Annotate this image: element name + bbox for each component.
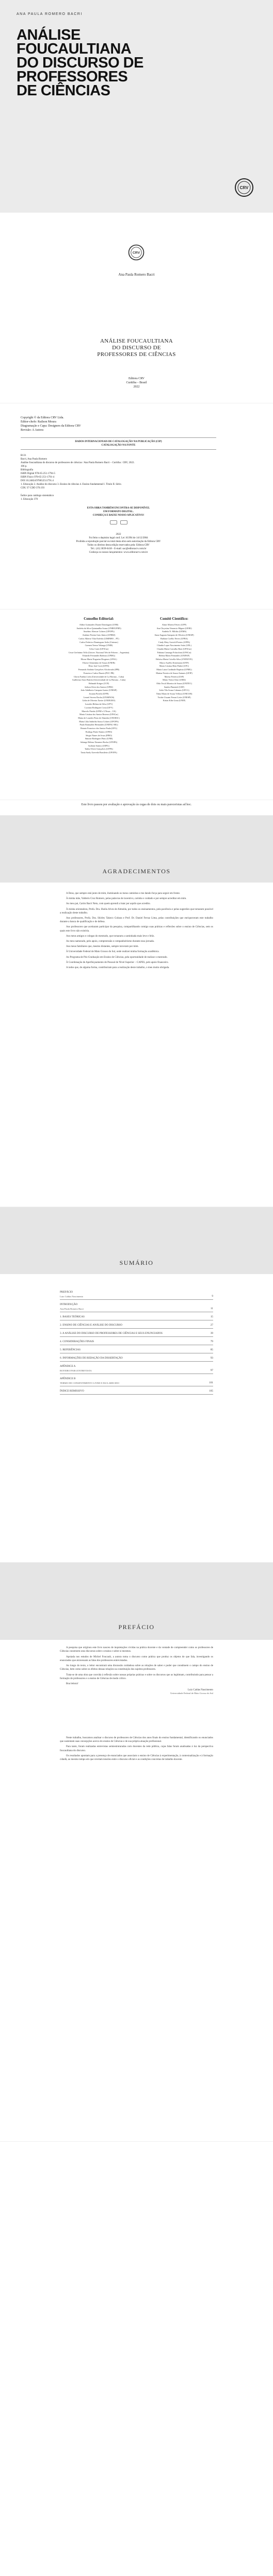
council-member: Mário Vieira Ortiz (UERJ) — [163, 679, 186, 682]
peer-review-note: Este livro passou por avaliação e aprovação às cegas de dois ou mais pareceristas ad hoc. — [81, 803, 192, 806]
toc-page-number: 27 — [210, 1324, 213, 1327]
council-member: Renato Francisco dos Santos Paula (UFG) — [81, 727, 117, 730]
google-play-badge-icon[interactable] — [120, 520, 127, 524]
toc-entry-title-block — [60, 1332, 163, 1335]
half-title-author: Ana Paula Romero Bacri — [118, 273, 155, 277]
copyright-credits — [21, 416, 216, 432]
toc-entry-title-block — [60, 1324, 122, 1327]
acknowledgement-paragraph: Ao meu pai, Carim Bacri Neto, com quem aprendi a lutar por aquilo que acredito. — [66, 903, 151, 906]
council-member: João Adalberto Campato Junior (UNESP) — [81, 689, 117, 692]
toc-entry-subtitle: Ana Paula Romero Bacri — [60, 1308, 84, 1310]
toc-page-number: 93 — [210, 1357, 213, 1360]
acknowledgements-text — [0, 883, 273, 970]
app-store-badges — [21, 520, 216, 524]
toc-entry-title: 3. A ANÁLISE DO DISCURSO DE PROFESSORES DE CIÊNCIAS E SEUS ENUNCIADOS — [60, 1332, 163, 1335]
acknowledgement-paragraph: Aos meus familiares que, mesmo distantes, sempre torceram por mim. — [66, 945, 139, 948]
preface-paragraph: Apoiada nos estudos de Michel Foucault, a autora toma o discurso como prática que produz os objetos de que fala, investigando os enunciados que atravessam as falas dos professores entrevistados. — [60, 1655, 213, 1662]
toc-entry-subtitle: TERMO DE CONSENTIMENTO LIVRE E ESCLARECIDO — [60, 1382, 119, 1384]
toc-entry-title: 6. INFORMAÇÕES DE REDAÇÃO DA DISSERTAÇÃO — [60, 1357, 123, 1360]
council-member: Helmuth Krüger (UCP) — [88, 682, 109, 685]
copyright-year: 2022 — [116, 533, 121, 536]
catalog-index — [21, 494, 216, 501]
copyright-page — [0, 403, 273, 609]
council-member: Cindy Mery Gavioli-Prestes (UFPA) — [158, 640, 190, 643]
digital-notice-line: EM FORMATO DIGITAL. — [103, 511, 134, 513]
editorial-council-heading: Conselho Editorial: — [84, 617, 114, 621]
copyright-line: Editor-chefe: Railson Moura — [21, 420, 56, 423]
council-member: Anselmo Alencar Colares (UFOPA) — [83, 630, 115, 633]
table-of-contents — [0, 1274, 273, 1395]
svg-text:CRV: CRV — [239, 185, 249, 190]
toc-entry[interactable] — [60, 1353, 213, 1362]
cip-heading: DADOS INTERNACIONAIS DE CATALOGAÇÃO NA PUBLICAÇÃO (CIP) — [75, 440, 162, 443]
cover-title-line: PROFESSORES — [17, 69, 128, 85]
preface-text — [0, 1640, 273, 1761]
copyright-footer-line: Conheça os nossos lançamentos: www.editoracrv.com.br — [89, 551, 148, 554]
council-member: Cláudia Lopes Nascimento Saito (UEL) — [157, 644, 191, 647]
acknowledgement-paragraph: Ao Programa de Pós-Graduação em Ensino de Ciências, pela oportunidade de realizar o mestrado. — [66, 956, 168, 959]
app-store-badge-icon[interactable] — [110, 520, 117, 524]
council-member: Elizeu Clementino de Souza (UNEB) — [83, 661, 115, 664]
cip-record — [21, 437, 216, 450]
toc-entry-title: 1. BASES TEÓRICAS — [60, 1315, 85, 1318]
cip-line: 106 p. — [21, 465, 27, 468]
toc-entry-title-block — [60, 1389, 84, 1393]
toc-page-number: 101 — [209, 1381, 213, 1384]
preface-affiliation: Universidade Federal de Mato Grosso do Sul — [170, 1691, 213, 1694]
toc-entry-title-block — [60, 1340, 94, 1344]
toc-page-number: 39 — [210, 1332, 213, 1335]
toc-entry-title-block — [60, 1377, 119, 1385]
book-cover — [0, 0, 273, 212]
council-member: Ana Chrystina Venancio Mignot (UERJ) — [156, 626, 192, 630]
council-member: Barbara Coelho Neves (UFBA) — [160, 637, 188, 640]
toc-entry-subtitle: ROTEIRO PARA ENTREVISTA — [60, 1369, 92, 1372]
toc-entry-title: APÊNDICE B — [60, 1377, 76, 1380]
toc-entry[interactable] — [60, 1337, 213, 1345]
council-member: Celso Conti (UFSCar) — [89, 647, 109, 650]
toc-page-number: 11 — [211, 1307, 213, 1310]
copyright-footer-line: Foi feito o depósito legal conf. Lei 10.994 de 14/12/2004 — [89, 537, 148, 539]
toc-entry-title: PREFÁCIO — [60, 1291, 73, 1294]
acknowledgement-paragraph: À minha mãe, Valderis Cruz Romero, pelas palavras de incentivo, carinho e cuidado e por sempre acreditar em mim. — [66, 897, 187, 901]
copyright-footer — [21, 533, 216, 554]
catalog-index-line: 1. Educação 370 — [21, 498, 38, 501]
council-member: Heloísa Maria Crivella Silva (UNINOVE) — [156, 658, 192, 661]
cip-lines — [21, 454, 216, 490]
half-title-line: DO DISCURSO DE — [112, 345, 161, 351]
editorial-council — [69, 617, 130, 755]
council-member: Kirtan Kibe Lima (UNIP) — [163, 699, 186, 702]
preface-page — [0, 1562, 273, 2141]
cip-line: ISBN Físico 978-65-251-1791-4 — [21, 476, 55, 479]
council-member: Jailson Alves dos Santos (UFRJ) — [85, 685, 113, 688]
copyright-footer-line: Tel.: (41) 3039-6418 - E-mail: sac@editoracrv.com.br — [90, 548, 147, 550]
council-member: Lourdes Helena da Silva (UFV) — [85, 703, 113, 706]
half-title-line: PROFESSORES DE CIÊNCIAS — [97, 351, 176, 358]
toc-entry-title-block — [60, 1357, 123, 1360]
toc-entry[interactable] — [60, 1320, 213, 1329]
copyright-footer-line: Proibida a reprodução parcial ou total desta obra sem autorização da Editora CRV — [76, 540, 161, 543]
continued-text — [60, 1736, 213, 1762]
council-member: Marisa Ferreira (USP) — [164, 675, 184, 678]
toc-entry-title-block — [60, 1291, 83, 1298]
digital-notice-line: CONHEÇA E BAIXE NOSSO APLICATIVO! — [92, 514, 144, 517]
acknowledgement-paragraph: Aos professores que aceitaram participar da pesquisa, compartilhando comigo suas práticas e reflexões sobre o ensino de Ciências, sem os quais este livro não existiria. — [60, 926, 213, 933]
acknowledgement-paragraph: Aos professores, Profa. Dra. Shirley Takeco Gobara e Prof. Dr. Daniel Ferraz Lima, pelas contribuições que enriqueceram este trabalho durante a banca de qualificação e de defesa. — [60, 917, 213, 924]
section-header-band — [0, 1563, 273, 1640]
publisher-logo-icon — [234, 177, 254, 198]
scientific-committee-heading: Comitê Científico: — [159, 617, 188, 621]
council-member: Solange Helena Ximenes-Rocha (UFOPA) — [80, 740, 118, 743]
half-title-publisher — [0, 377, 273, 389]
council-member: Anna Augusta Sampaio de Oliveira (UNESP) — [154, 634, 194, 637]
toc-entry-title: ÍNDICE REMISSIVO — [60, 1389, 84, 1393]
council-member: Yoshie Ussami Ferrari Leite (UNESP) — [157, 696, 191, 699]
acknowledgement-paragraph: À minha orientadora, Profa. Dra. Sheila Alves de Almeida, por todos os ensinamentos, pela paciência e pelas sugestões que tornaram possível a realização deste trabalho. — [60, 908, 213, 914]
toc-entry-title: 5. REFERÊNCIAS — [60, 1348, 81, 1351]
publisher-year: 2022 — [133, 385, 140, 388]
digital-notice-line: ESTA OBRA TAMBÉM ENCONTRA-SE DISPONÍVEL — [87, 507, 150, 510]
scientific-committee — [144, 617, 205, 755]
acknowledgement-paragraph: Aos meus amigos e colegas do mestrado, que tornaram a caminhada mais leve e feliz. — [66, 935, 155, 938]
copyright-line: Revisão: A Autora — [21, 429, 43, 432]
toc-entry-title: APÊNDICE A — [60, 1365, 76, 1368]
cip-line: 1. Educação 2. Análise do discurso 3. Ensino de ciências 4. Ensino fundamental I. Título II. Série. — [21, 483, 122, 486]
acknowledgement-paragraph: A Deus, que sempre está junto de mim, iluminando os meus caminhos e me dando força para seguir em frente. — [66, 892, 181, 895]
toc-entry-title-block — [60, 1365, 92, 1372]
council-member: Cesar Gerônimo Tello (Univer. Nacional Três de Febrero – Argentina) — [68, 651, 130, 654]
council-member: Altair Alberto Fávero (UPF) — [162, 623, 187, 626]
council-member: Sofia Vila Sousa Cabanos (UFCG) — [159, 689, 189, 692]
council-member: Francisco Carlos Duarte (PUC-PR) — [83, 671, 115, 674]
editorial-council-list — [69, 623, 130, 755]
toc-entry[interactable] — [60, 1362, 213, 1374]
toc-entry-title: 4. CONSIDERAÇÕES FINAIS — [60, 1340, 94, 1343]
cover-title-line: ANÁLISE — [17, 27, 81, 43]
council-member: Helena Maria Fernandes (UNIFAP) — [158, 654, 190, 657]
cover-title-line: DO DISCURSO DE — [17, 55, 143, 71]
council-member: Fabiana Camargo Polacchini (UFSCar) — [157, 651, 191, 654]
council-member: Fernando Antônio Gonçalves Alcoforado (IPB) — [78, 668, 120, 671]
council-member: Tadeu Oliver Gonçalves (UFPA) — [85, 748, 113, 751]
scientific-committee-list — [144, 623, 205, 703]
toc-entry[interactable] — [60, 1287, 213, 1300]
toc-page-number: 15 — [210, 1315, 213, 1318]
toc-entry-subtitle: Luiz Caldas Nascimento — [60, 1295, 84, 1298]
digital-notice — [21, 506, 216, 517]
toc-entry-title-block — [60, 1315, 85, 1319]
council-member: Maria de Lourdes Pinto de Almeida (UNOESC) — [78, 716, 120, 719]
cover-title-line: DE CIÊNCIAS — [17, 82, 110, 99]
council-member: Maria Luiza Cardinale Baptista (UFMG) — [156, 668, 192, 671]
council-member: Sandra Pimentel (USP) — [164, 685, 185, 688]
toc-entry-title-block — [60, 1303, 84, 1311]
publisher-logo-icon — [127, 244, 145, 261]
section-header-band — [0, 816, 273, 883]
cip-subheading: CATALOGAÇÃO NA FONTE — [101, 444, 136, 447]
council-member: Guillermo Arias Beatón (Universidade de La Havana – Cuba) — [72, 679, 126, 682]
toc-page-number: 9 — [212, 1295, 213, 1298]
toc-page-number: 79 — [210, 1340, 213, 1343]
section-title: SUMÁRIO — [119, 1259, 154, 1266]
section-title: AGRADECIMENTOS — [102, 868, 171, 875]
council-member: Olda Tesch Moreira de Souza (UNITEC) — [156, 682, 192, 685]
toc-entry[interactable] — [60, 1329, 213, 1337]
half-title-page — [0, 212, 273, 403]
svg-text:CRV: CRV — [132, 251, 140, 255]
council-member: Élsio José Corá (UFFS) — [88, 665, 109, 668]
council-member: Lídia de Oliveira Xavier (UNIEURO) — [82, 699, 116, 702]
cip-line: Bibliografia — [21, 469, 34, 471]
cip-line: Bacri, Ana Paula Romero — [21, 458, 47, 461]
cover-author: ANA PAULA ROMERO BACRI — [17, 12, 83, 16]
copyright-line: Diagramação e Capa: Designers da Editora CRV — [21, 425, 81, 428]
council-member: Carmen Tereza Velanga (UNIR) — [85, 644, 113, 647]
blank-page — [0, 2141, 273, 2430]
council-member: Carlos Alberto Vilar Estêvão (UMINHO – PT) — [78, 637, 119, 640]
council-member: Rodrigo Pratte-Santos (UFES) — [85, 730, 113, 733]
cip-line: Análise foucaultiana do discurso de professores de ciências / Ana Paula Romero Bacri – Curitiba : CRV, 2022. — [21, 462, 135, 464]
council-member: Marcelo Paixão (UFRJ e UTexas – US) — [82, 709, 116, 713]
council-member: Andréia N. Militão (UEMS) — [162, 630, 187, 633]
preface-paragraph: Ao longo do texto, o leitor encontrará uma discussão cuidadosa sobre as relações de saber e poder que constituem o campo do ensino de Ciências, bem como sobre os efeitos dessas relações na constituição dos sujeitos professores. — [60, 1665, 213, 1671]
toc-page-number: 105 — [209, 1389, 213, 1393]
copyright-footer-line: Todos os direitos desta edição reservados pela: Editora CRV — [87, 544, 150, 547]
council-member: Tânia Maria de Sousa Vellosa (UNICOR) — [156, 692, 192, 696]
council-member: Gloria Fariñas León (Universidade de La Havana – Cuba) — [73, 675, 124, 678]
council-member: Claudia Maria Carvalho Boni (UFSCar) — [156, 647, 192, 650]
council-member: Tania Suely Azevedo Brasileiro (UFOPA) — [81, 751, 117, 754]
toc-entry[interactable] — [60, 1386, 213, 1395]
catalog-index-heading: Índice para catálogo sistemático — [21, 495, 54, 497]
acknowledgement-paragraph: Ao meu namorado, pelo apoio, compreensão e companheirismo durante essa jornada. — [66, 940, 154, 943]
toc-entry[interactable] — [60, 1345, 213, 1353]
council-member: Maria Cristina dos Santos Bezerra (UFSCar) — [79, 713, 118, 716]
toc-page-number: 85 — [210, 1348, 213, 1351]
council-member: Maria Lília Imbiriba Sousa Colares (UFOPA) — [79, 720, 119, 723]
council-member: Eduardo Fernandes Barbosa (UFMG) — [82, 654, 116, 657]
council-member: Carlos Federico Dominguez Avila (Unieuro) — [79, 640, 118, 643]
toc-entry-title: 2. ENSINO DE CIÊNCIAS E ANÁLISE DO DISCURSO — [60, 1324, 123, 1327]
publisher-city: Curitiba – Brasil — [126, 381, 147, 384]
cip-line: CDU 37 CDD 370.193 — [21, 487, 45, 489]
acknowledgement-paragraph: À Universidade Federal de Mato Grosso do Sul, onde realizei minha formação acadêmica. — [66, 951, 159, 954]
preface-signature: Luiz Caldas Nascimento — [187, 1688, 213, 1691]
copyright-line: Copyright © da Editora CRV Ltda. — [21, 416, 64, 419]
editorial-council-page — [0, 609, 273, 800]
preface-paragraph: A pesquisa que originou este livro nasceu de inquietações vividas na prática docente e da vontade de compreender como os professores de Ciências constroem seus discursos sobre o ensino e sobre si mesmos. — [60, 1647, 213, 1653]
council-member: Luciano Rodrigues Costa (UFV) — [85, 706, 113, 709]
council-member: Marina Ferreira de Souza Antunes (UFJP) — [156, 671, 192, 674]
cip-line: DOI 10.24824/978652511791.4 — [21, 480, 54, 482]
section-title: PREFÁCIO — [118, 1623, 155, 1631]
toc-entry[interactable] — [60, 1374, 213, 1386]
council-member: Maria Cristina Hein Pinhei (UFC) — [159, 665, 189, 668]
half-title-text — [0, 338, 273, 358]
publisher-name: Editora CRV — [128, 377, 145, 380]
cip-line: ISBN Digital 978-65-251-1794-5 — [21, 472, 55, 475]
toc-entry[interactable] — [60, 1312, 213, 1320]
cover-title-line: FOUCAULTIANA — [17, 41, 132, 57]
council-member: Antônio Pereira Gaio Júnior (UFRRJ) — [82, 634, 116, 637]
toc-entry-title-block — [60, 1348, 81, 1352]
council-member: Sérgio Nunes de Jesus (IFRO) — [86, 734, 112, 737]
cip-line: B131 — [21, 454, 26, 457]
council-member: Josania Portela (UFPI) — [89, 692, 109, 696]
toc-entry[interactable] — [60, 1300, 213, 1312]
section-header-band — [0, 1207, 273, 1274]
acknowledgement-paragraph: À Coordenação de Aperfeiçoamento de Pessoal de Nível Superior – CAPES, pelo apoio financeiro. — [66, 961, 169, 964]
toc-page-number: 97 — [210, 1369, 213, 1372]
acknowledgements-page — [0, 815, 273, 1207]
cover-title — [17, 28, 256, 98]
council-member: Aldira Guimarães Duarte Domínguez (UNB) — [79, 623, 119, 626]
council-member: Elione Maria Nogueira Diogenes (UFAL) — [81, 658, 117, 661]
council-member: Andréia da Silva Quintanilha Sousa (UNIR/UFRN) — [76, 626, 121, 630]
council-member: Simone Rodrigues Pinto (UNB) — [85, 737, 113, 740]
council-member: Paulo Romualdo Hernandes (UNIFAL-MG) — [79, 723, 118, 726]
preface-paragraph: Trata-se de uma obra que convida à reflexão sobre nossas próprias práticas e sobre os discursos que as legitimam, contribuindo para pensar a formação de professores e o ensino de Ciências de modo crítico. — [60, 1673, 213, 1681]
council-member: Leonel Severo Rocha (UNISINOS) — [83, 696, 115, 699]
body-paragraph: Para tanto, foram realizadas entrevistas semiestruturadas com docentes da rede pública, cujas falas foram analisadas à luz da perspectiva foucaultiana do discurso. — [60, 1745, 213, 1752]
body-paragraph: Neste trabalho, buscamos analisar o discurso de professores de Ciências dos anos finais do ensino fundamental, identificando os enunciados que sustentam suas concepções acerca do ensino de Ciências e de sua própria atuação profissional. — [60, 1736, 213, 1743]
preface-paragraph: Boa leitura! — [66, 1683, 78, 1686]
body-paragraph: Os resultados apontam para a presença de enunciados que associam o ensino de Ciências à experimentação, à contextualização e à formação cidadã, ao mesmo tempo em que revelam tensões entre o discurso oficial e as condições concretas de trabalho docente. — [60, 1754, 213, 1761]
acknowledgement-paragraph: A todos que, de alguma forma, contribuíram para a realização deste trabalho, o meu muito obrigada. — [66, 967, 170, 970]
council-member: Sydione Santos (UEPG) — [88, 744, 109, 747]
half-title-line: ANÁLISE FOUCAULTIANA — [100, 338, 173, 344]
summary-page — [0, 1207, 273, 1562]
toc-entry-title: INTRODUÇÃO — [60, 1303, 78, 1306]
council-member: Marco Aurélio Kistemann (UFJF) — [159, 661, 189, 664]
